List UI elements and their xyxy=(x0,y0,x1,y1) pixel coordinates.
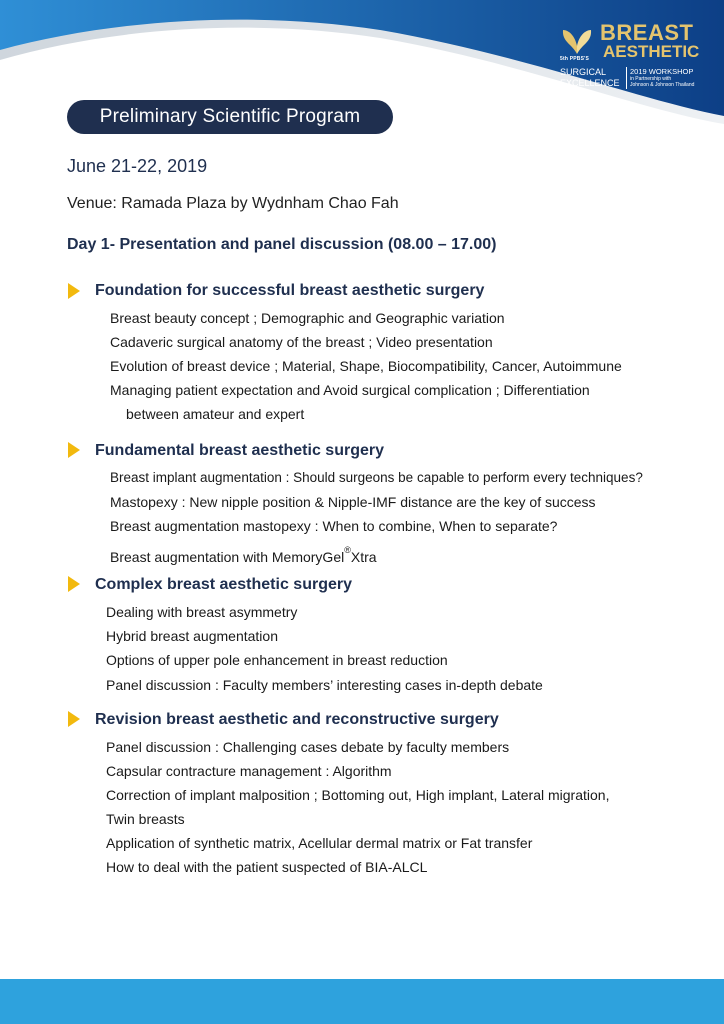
list-item: Breast implant augmentation : Should surgeons be capable to perform every techniques? xyxy=(110,470,643,485)
footer-bar xyxy=(0,979,724,1024)
list-item: Hybrid breast augmentation xyxy=(106,628,278,644)
bullet-triangle-icon xyxy=(68,442,80,458)
list-item: Cadaveric surgical anatomy of the breast ; Video presentation xyxy=(110,334,493,350)
section-title-revision: Revision breast aesthetic and reconstructive surgery xyxy=(95,711,499,728)
logo-breast: BREAST xyxy=(600,20,694,45)
logo-divider xyxy=(626,67,627,89)
list-item: Mastopexy : New nipple position & Nipple-IMF distance are the key of success xyxy=(110,494,596,510)
bullet-triangle-icon xyxy=(68,283,80,299)
program-title: Preliminary Scientific Program xyxy=(67,100,393,134)
bullet-triangle-icon xyxy=(68,576,80,592)
logo-partner-line1: in Partnership with xyxy=(630,76,672,82)
item-text-suffix: Xtra xyxy=(350,549,377,565)
registered-mark: ® xyxy=(344,545,351,555)
logo-excellence: EXCELLENCE xyxy=(560,78,620,88)
list-item: Options of upper pole enhancement in breast reduction xyxy=(106,652,448,668)
event-logo xyxy=(556,22,712,92)
logo-aesthetic: AESTHETIC xyxy=(603,42,700,61)
list-item: between amateur and expert xyxy=(126,406,305,422)
logo-ppbs: 5th PPBS'S xyxy=(560,56,590,62)
list-item: Evolution of breast device ; Material, Shape, Biocompatibility, Cancer, Autoimmune xyxy=(110,358,622,374)
list-item: How to deal with the patient suspected of BIA-ALCL xyxy=(106,859,428,875)
list-item: Dealing with breast asymmetry xyxy=(106,604,298,620)
bullet-triangle-icon xyxy=(68,711,80,727)
event-date: June 21-22, 2019 xyxy=(67,156,208,176)
list-item: Application of synthetic matrix, Acellular dermal matrix or Fat transfer xyxy=(106,835,533,851)
section-title-complex: Complex breast aesthetic surgery xyxy=(95,576,352,593)
logo-surgical: SURGICAL xyxy=(560,67,607,77)
logo-workshop: 2019 WORKSHOP xyxy=(630,67,694,76)
list-item: Breast augmentation mastopexy : When to combine, When to separate? xyxy=(110,518,558,534)
butterfly-logo-icon xyxy=(560,24,594,58)
day-heading: Day 1- Presentation and panel discussion (08.00 – 17.00) xyxy=(67,236,497,253)
list-item: Correction of implant malposition ; Bottoming out, High implant, Lateral migration, xyxy=(106,787,610,803)
list-item xyxy=(110,542,377,565)
event-venue: Venue: Ramada Plaza by Wydnham Chao Fah xyxy=(67,195,399,212)
section-title-foundation: Foundation for successful breast aesthetic surgery xyxy=(95,282,485,299)
list-item: Breast beauty concept ; Demographic and Geographic variation xyxy=(110,310,505,326)
list-item: Twin breasts xyxy=(106,811,185,827)
list-item: Panel discussion : Faculty members’ interesting cases in-depth debate xyxy=(106,677,543,693)
list-item: Capsular contracture management : Algorithm xyxy=(106,763,392,779)
list-item: Managing patient expectation and Avoid surgical complication ; Differentiation xyxy=(110,382,590,398)
section-title-fundamental: Fundamental breast aesthetic surgery xyxy=(95,442,384,459)
item-text: Breast augmentation with MemoryGel xyxy=(110,549,345,565)
logo-partner-line2: Johnson & Johnson Thailand xyxy=(630,82,695,88)
list-item: Panel discussion : Challenging cases debate by faculty members xyxy=(106,739,510,755)
